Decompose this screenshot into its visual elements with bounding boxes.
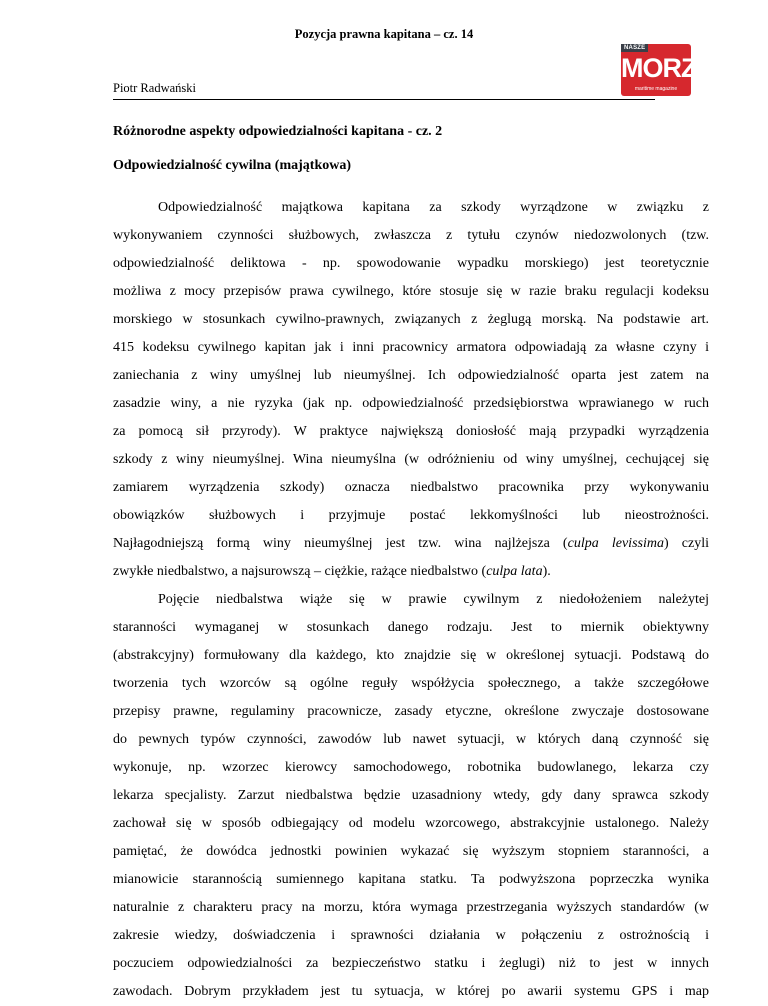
body-line: naturalnie z charakteru pracy na morzu, która wymaga przestrzegania wyższych standardów (w — [113, 900, 709, 915]
body-line: lekarza specjalisty. Zarzut niedbalstwa będzie uzasadniony wtedy, gdy dany sprawca szkody — [113, 788, 709, 803]
header-divider — [113, 99, 655, 100]
body-text: Najłagodniejszą formą winy nieumyślnej jest tzw. wina najlżejsza ( — [113, 536, 568, 551]
body-line: mianowicie starannością sumiennego kapitana statku. Ta podwyższona poprzeczka wynika — [113, 872, 709, 887]
body-line: przepisy prawne, regulaminy pracownicze, zasady etyczne, określone zwyczaje dostosowane — [113, 704, 709, 719]
body-line: zasadzie winy, a nie ryzyka (jak np. odpowiedzialność przedsiębiorstwa wprawianego w ruch — [113, 396, 709, 411]
body-text: ) czyli — [663, 536, 710, 551]
logo-brand: MORZE — [621, 53, 714, 83]
magazine-logo — [621, 44, 714, 96]
body-line: (abstrakcyjny) formułowany dla każdego, kto znajdzie się w określonej sytuacji. Podstawą do — [113, 648, 709, 663]
body-line: szkody z winy nieumyślnej. Wina nieumyślna (w odróżnieniu od winy umyślnej, cechującej się — [113, 452, 709, 467]
running-header-title: Pozycja prawna kapitana – cz. 14 — [294, 27, 474, 41]
body-line: do pewnych typów czynności, zawodów lub nawet sytuacji, w których daną czynność się — [113, 732, 709, 747]
body-line: odpowiedzialność deliktowa - np. spowodowanie wypadku morskiego) jest teoretycznie — [113, 256, 709, 271]
body-line: tworzenia tych wzorców są ogólne reguły współżycia społecznego, a także szczegółowe — [113, 676, 709, 691]
latin-term: culpa levissima — [567, 536, 664, 551]
latin-term: culpa lata — [486, 564, 543, 579]
body-line: za pomocą sił przyrody). W praktyce największą doniosłość mają przypadki wyrządzenia — [113, 424, 709, 439]
body-line-italic-mix — [113, 530, 709, 558]
body-line: wykonywaniem czynności służbowych, zwłaszcza z tytułu czynów niedozwolonych (tzw. — [113, 228, 709, 243]
body-line: Odpowiedzialność majątkowa kapitana za szkody wyrządzone w związku z — [158, 200, 709, 215]
body-line: zamiarem wyrządzenia szkody) oznacza niedbalstwo pracownika przy wykonywaniu — [113, 480, 709, 495]
body-line: zakresie wiedzy, doświadczenia i sprawności działania w połączeniu z ostrożnością i — [113, 928, 709, 943]
body-line: zaniechania z winy umyślnej lub nieumyślnej. Ich odpowiedzialność oparta jest zatem na — [113, 368, 709, 383]
body-line-italic-mix — [113, 558, 709, 586]
logo-subtitle: maritime magazine — [634, 86, 678, 92]
body-line: morskiego w stosunkach cywilno-prawnych, związanych z żeglugą morską. Na podstawie art. — [113, 312, 709, 327]
body-line: możliwa z mocy przepisów prawa cywilnego, które stosuje się w razie braku regulacji kodeksu — [113, 284, 709, 299]
running-header-author: Piotr Radwański — [113, 81, 196, 95]
body-line: zachował się w sposób odbiegający od modelu wzorcowego, abstrakcyjnie ustalonego. Należy — [113, 816, 709, 831]
body-line: pamiętać, że dowódca jednostki powinien wykazać się wyższym stopniem staranności, a — [113, 844, 709, 859]
body-text: ). — [542, 564, 551, 579]
body-line: zawodach. Dobrym przykładem jest tu sytuacja, w której po awarii systemu GPS i map — [113, 984, 709, 999]
article-body — [113, 194, 709, 1006]
body-text: zwykłe niedbalstwo, a najsurowszą – ciężkie, rażące niedbalstwo ( — [113, 564, 487, 579]
body-line: 415 kodeksu cywilnego kapitan jak i inni pracownicy armatora odpowiadają za własne czyny i — [113, 340, 709, 355]
body-line: staranności wymaganej w stosunkach danego rodzaju. Jest to miernik obiektywny — [113, 620, 709, 635]
body-line: Pojęcie niedbalstwa wiąże się w prawie cywilnym z niedołożeniem należytej — [158, 592, 709, 607]
section-heading: Różnorodne aspekty odpowiedzialności kapitana - cz. 2 — [113, 124, 443, 139]
body-line: obowiązków służbowych i przyjmuje postać lekkomyślności lub nieostrożności. — [113, 508, 709, 523]
logo-tag: NASZE — [621, 44, 648, 52]
body-line: poczuciem odpowiedzialności za bezpieczeństwo statku i żeglugi) niż to jest w innych — [113, 956, 709, 971]
subsection-heading: Odpowiedzialność cywilna (majątkowa) — [113, 158, 351, 173]
body-line: wykonuje, np. wzorzec kierowcy samochodowego, robotnika budowlanego, lekarza czy — [113, 760, 709, 775]
